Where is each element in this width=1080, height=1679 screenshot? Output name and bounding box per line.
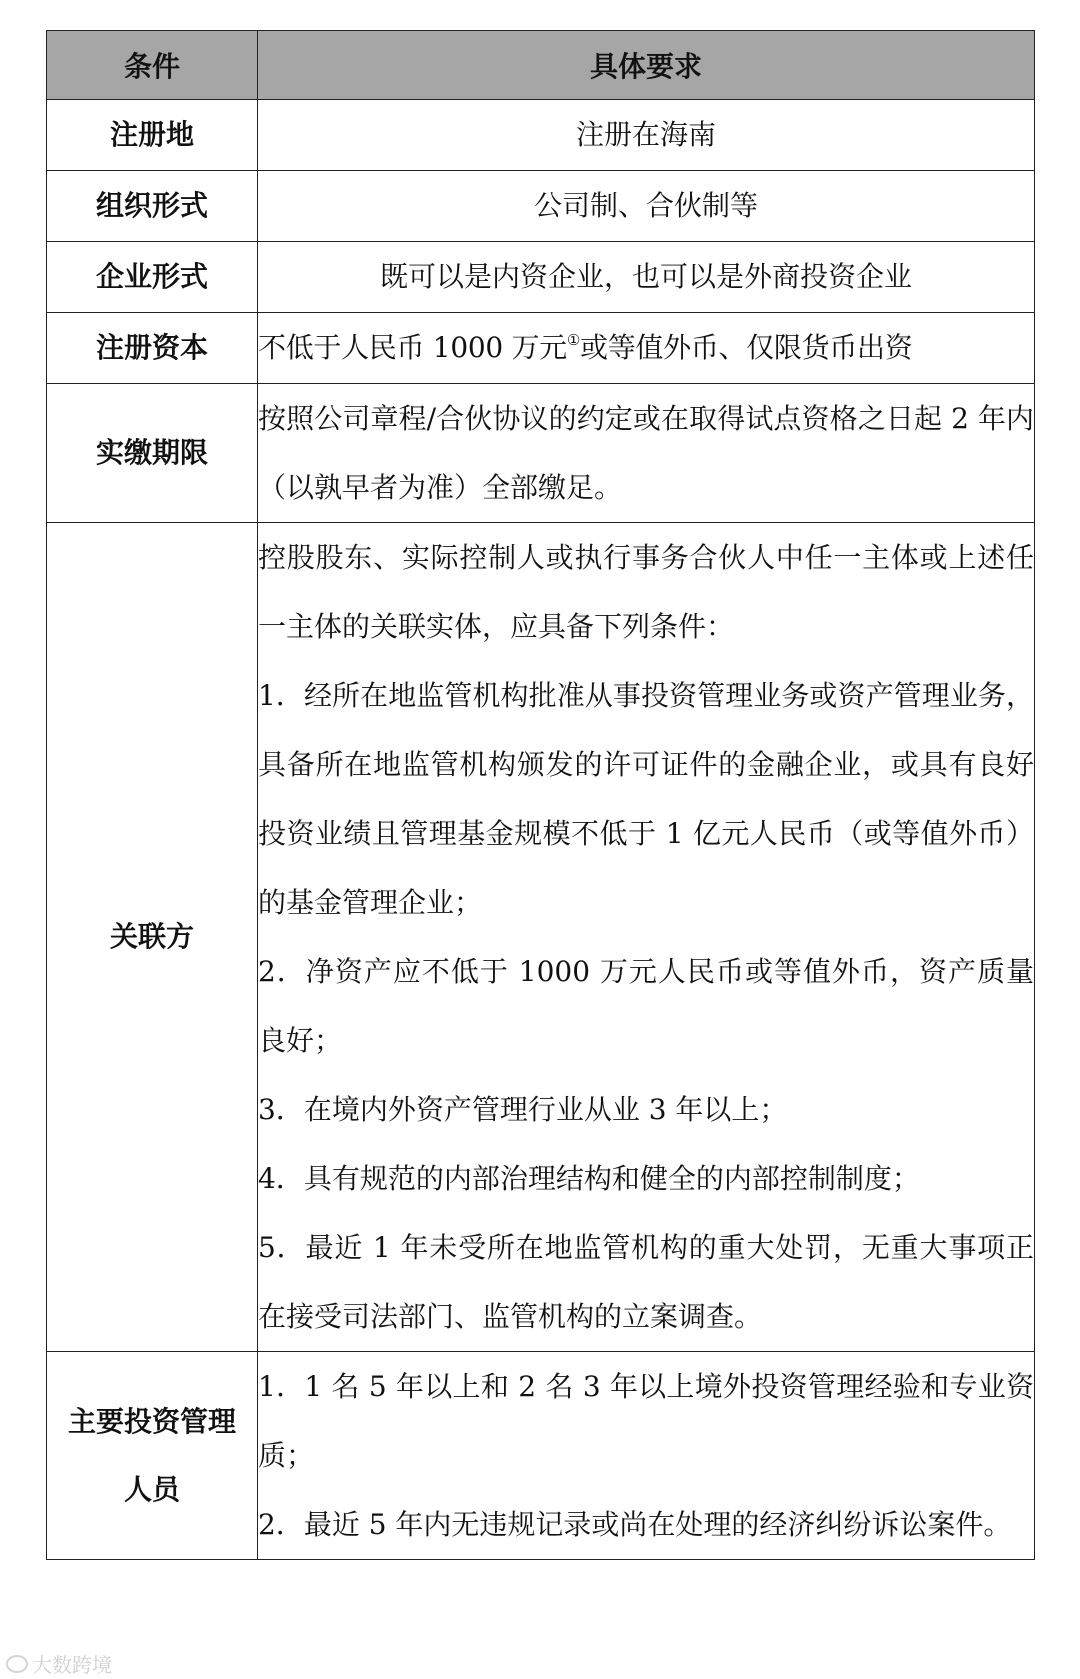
paragraph: 按照公司章程/合伙协议的约定或在取得试点资格之日起 2 年内（以孰早者为准）全部缴足。 — [258, 402, 1034, 504]
footnote-marker: ① — [566, 331, 581, 349]
row-value: 既可以是内资企业，也可以是外商投资企业 — [258, 242, 1035, 313]
table-header-row — [47, 31, 1035, 100]
paragraph: 3．在境内外资产管理行业从业 3 年以上； — [258, 1093, 788, 1126]
paragraph: 控股股东、实际控制人或执行事务合伙人中任一主体或上述任一主体的关联实体，应具备下列条件： — [258, 541, 1034, 643]
table-row — [47, 1352, 1035, 1560]
table-row — [47, 171, 1035, 242]
row-label: 主要投资管理人员 — [47, 1352, 258, 1560]
row-label: 注册地 — [47, 100, 258, 171]
row-value — [258, 384, 1035, 523]
table-row — [47, 523, 1035, 1352]
capital-text: 不低于人民币 1000 万元 — [258, 331, 567, 364]
header-requirement: 具体要求 — [258, 31, 1035, 100]
table-row — [47, 384, 1035, 523]
paragraph: 5．最近 1 年未受所在地监管机构的重大处罚，无重大事项正在接受司法部门、监管机构的立案调查。 — [258, 1231, 1034, 1333]
paragraph: 2．最近 5 年内无违规记录或尚在处理的经济纠纷诉讼案件。 — [258, 1508, 1012, 1541]
row-value — [258, 1352, 1035, 1560]
row-value — [258, 313, 1035, 384]
paragraph: 4．具有规范的内部治理结构和健全的内部控制制度； — [258, 1162, 920, 1195]
header-condition: 条件 — [47, 31, 258, 100]
row-label: 企业形式 — [47, 242, 258, 313]
capital-text-rest: 或等值外币、仅限货币出资 — [580, 331, 913, 364]
paragraph: 1．经所在地监管机构批准从事投资管理业务或资产管理业务，具备所在地监管机构颁发的许可证件的金融企业，或具有良好投资业绩且管理基金规模不低于 1 亿元人民币（或等值外币）的基金管理企业； — [258, 679, 1034, 919]
table-row — [47, 242, 1035, 313]
watermark-text: 大数跨境 — [32, 1653, 112, 1677]
row-value — [258, 523, 1035, 1352]
row-label: 关联方 — [47, 523, 258, 1352]
paragraph: 1．1 名 5 年以上和 2 名 3 年以上境外投资管理经验和专业资质； — [258, 1370, 1034, 1472]
table-row — [47, 313, 1035, 384]
watermark — [6, 1649, 112, 1678]
paragraph: 2．净资产应不低于 1000 万元人民币或等值外币，资产质量良好； — [258, 955, 1034, 1057]
row-value: 公司制、合伙制等 — [258, 171, 1035, 242]
row-label: 实缴期限 — [47, 384, 258, 523]
table-row — [47, 100, 1035, 171]
row-label: 组织形式 — [47, 171, 258, 242]
requirements-table — [46, 30, 1035, 1560]
watermark-logo-icon — [6, 1655, 28, 1673]
row-label: 注册资本 — [47, 313, 258, 384]
row-value: 注册在海南 — [258, 100, 1035, 171]
